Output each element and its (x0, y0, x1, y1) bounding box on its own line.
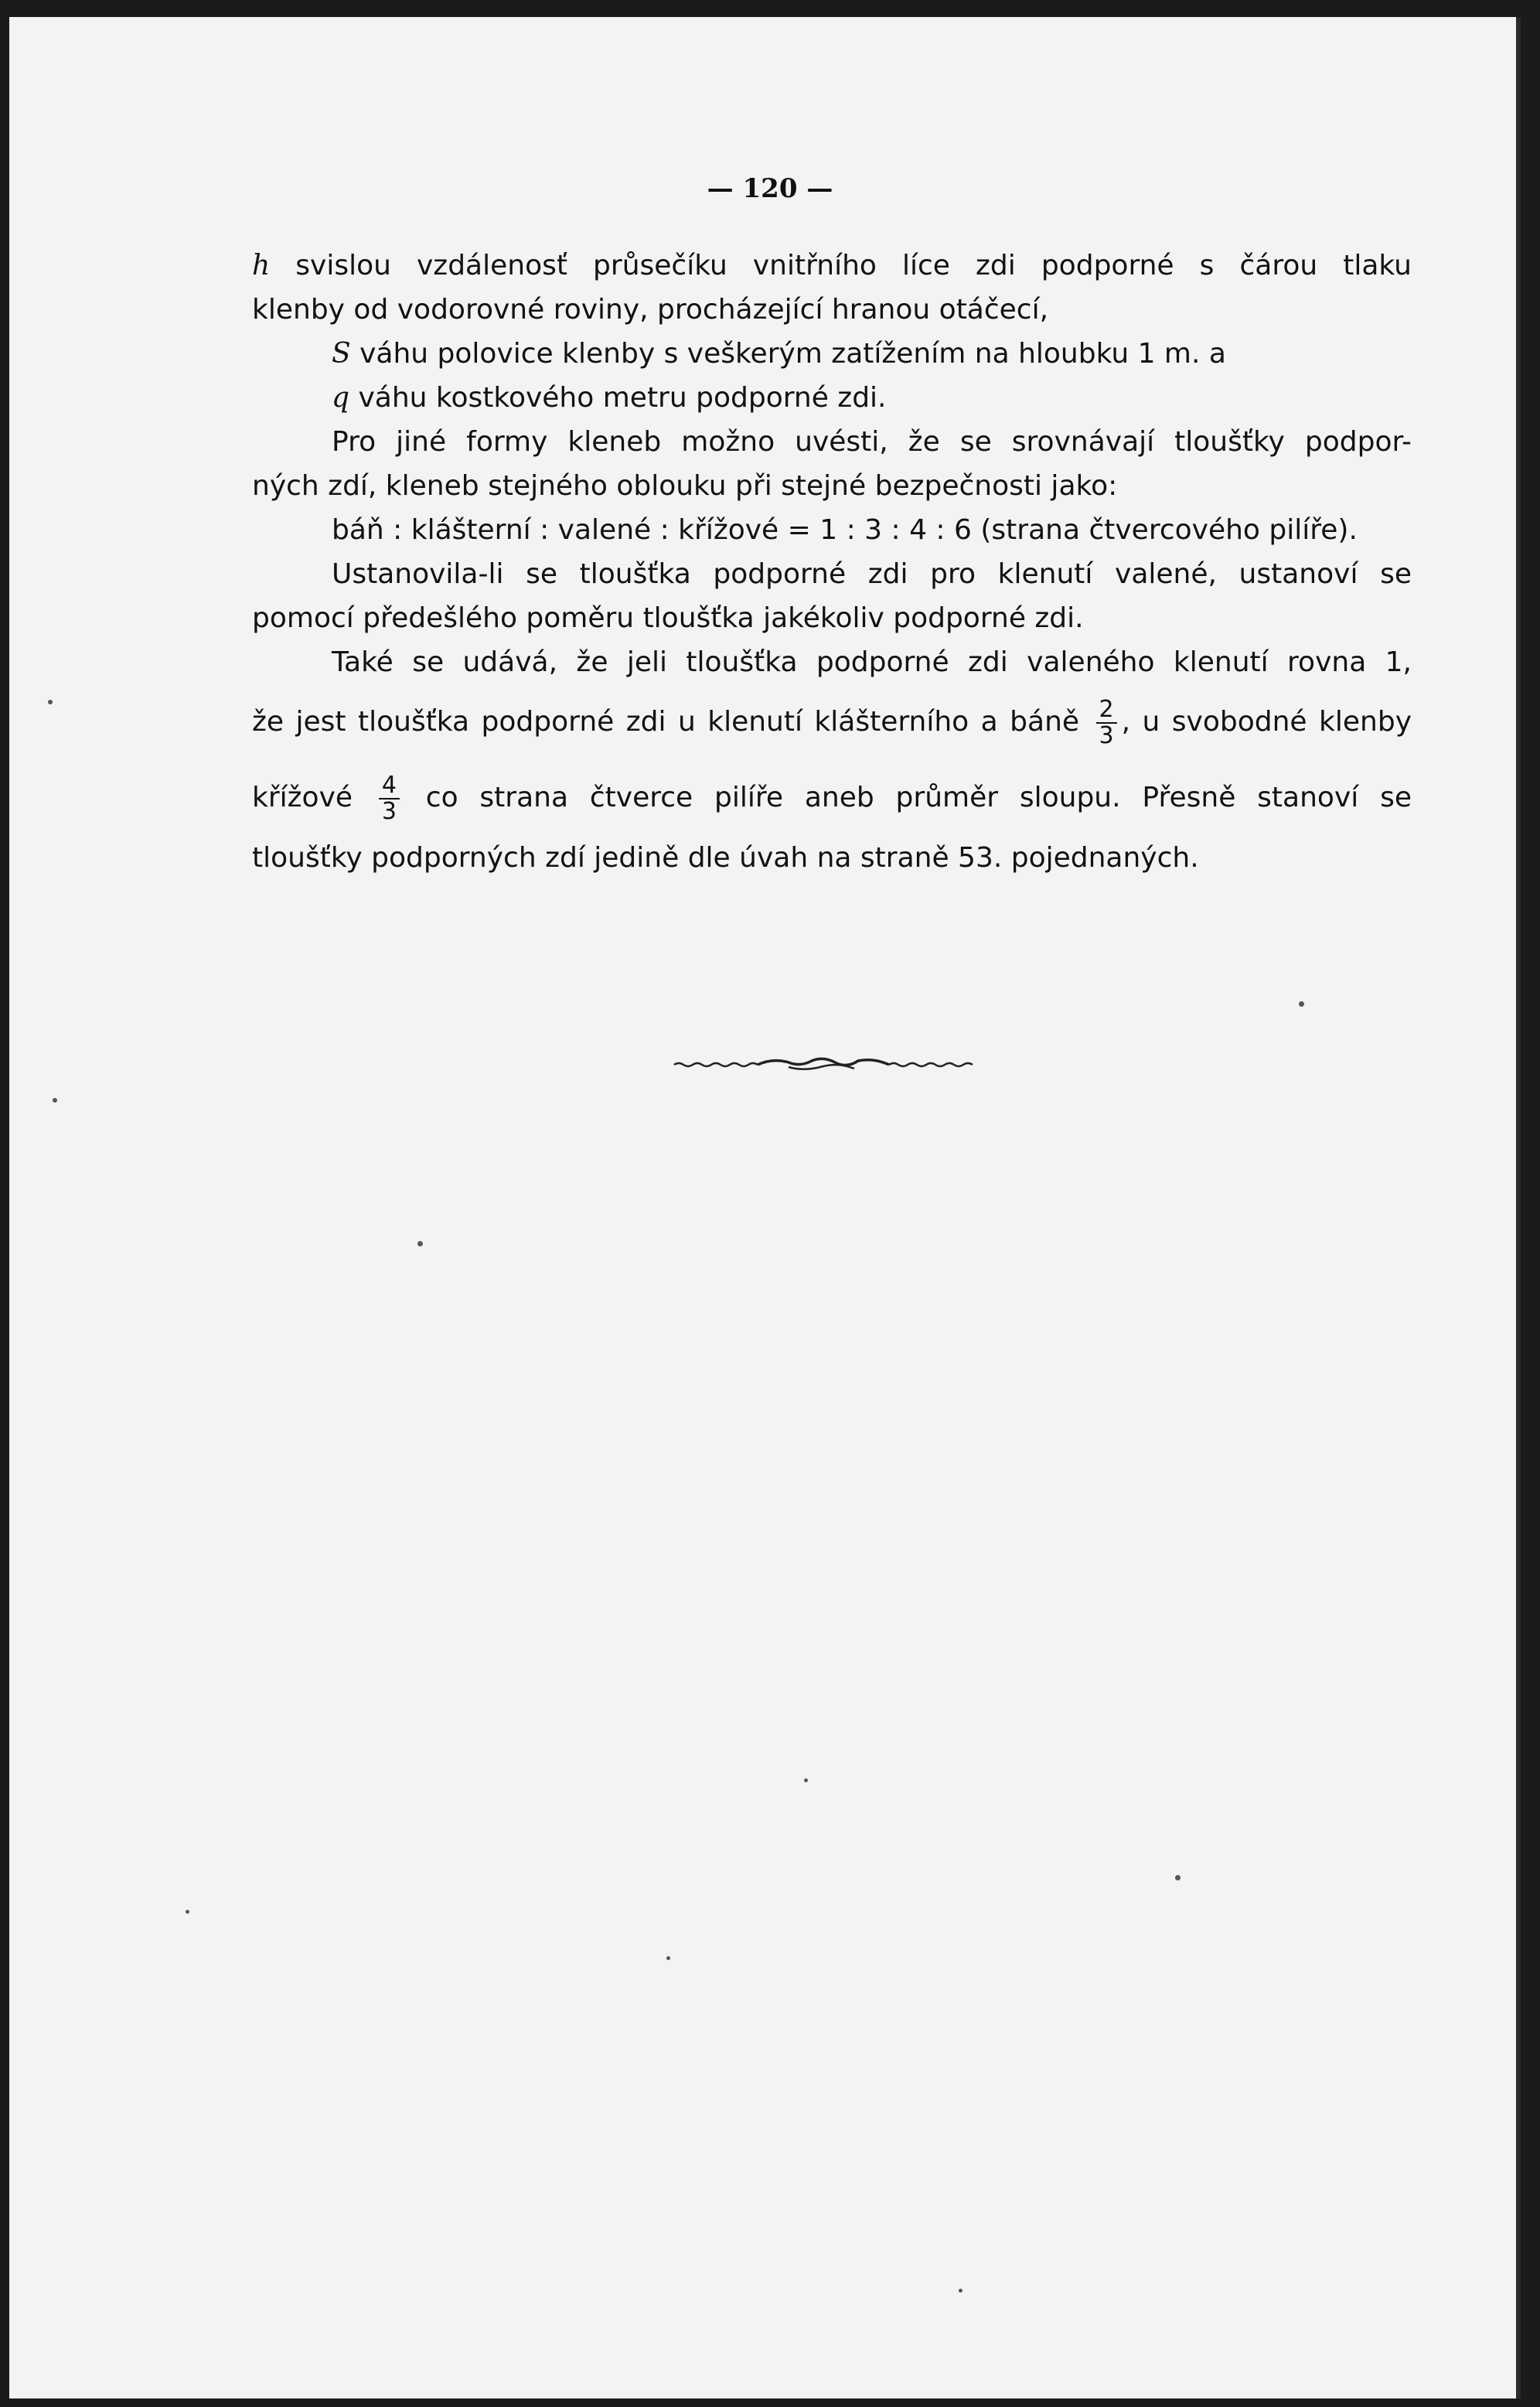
text-line (252, 376, 1412, 420)
line-text: co strana čtverce pilíře aneb průměr sloupu. Přesně stanoví se (425, 782, 1412, 813)
line-text: že jest tloušťka podporné zdi u klenutí klášterního a báně (252, 706, 1080, 738)
symbol-s: S (332, 338, 351, 370)
speck (417, 1241, 423, 1246)
speck (1299, 1001, 1304, 1007)
line-text: váhu polovice klenby s veškerým zatížením na hloubku 1 m. a (350, 338, 1226, 370)
speck (186, 1910, 189, 1914)
speck (1175, 1875, 1181, 1880)
text-line: Pro jiné formy kleneb možno uvésti, že se srovnávají tloušťky podpor- (332, 426, 1412, 458)
text-line (252, 332, 1412, 376)
line-text: , u svobodné klenby (1121, 706, 1412, 738)
symbol-h: h (252, 250, 271, 281)
fraction-denominator: 3 (1099, 722, 1114, 749)
fraction (379, 773, 400, 824)
text-line (252, 244, 1412, 288)
speck (666, 1956, 670, 1960)
page-number: — 120 — (707, 173, 833, 204)
text-line (252, 684, 1412, 760)
speck (53, 1098, 57, 1103)
body-text (252, 244, 1412, 880)
line-text: křížové (252, 782, 353, 813)
text-line: ných zdí, kleneb stejného oblouku při stejné bezpečnosti jako: (252, 470, 1118, 502)
ornament-divider (673, 1053, 974, 1076)
text-line: klenby od vodorovné roviny, procházející hranou otáčecí, (252, 294, 1049, 326)
symbol-q: q (332, 382, 350, 414)
fraction-denominator: 3 (381, 798, 397, 825)
speck (48, 700, 53, 704)
fraction (1096, 697, 1117, 748)
text-line: báň : klášterní : valené : křížové = 1 : 3 : 4 : 6 (strana čtvercového pilíře). (332, 514, 1358, 546)
fraction-numerator: 2 (1096, 697, 1117, 724)
text-line (252, 760, 1412, 836)
speck (804, 1778, 808, 1782)
line-text: svislou vzdálenosť průsečíku vnitřního líce zdi podporné s čárou tlaku (270, 250, 1412, 281)
text-line: Ustanovila-li se tloušťka podporné zdi pro klenutí valené, ustanoví se (332, 558, 1412, 590)
fraction-numerator: 4 (379, 773, 400, 799)
line-text: váhu kostkového metru podporné zdi. (349, 382, 887, 414)
text-line: pomocí předešlého poměru tloušťka jakékoliv podporné zdi. (252, 602, 1084, 634)
text-line: tloušťky podporných zdí jedině dle úvah na straně 53. pojednaných. (252, 842, 1199, 874)
text-line: Také se udává, že jeli tloušťka podporné zdi valeného klenutí rovna 1, (332, 646, 1412, 678)
speck (959, 2289, 962, 2293)
